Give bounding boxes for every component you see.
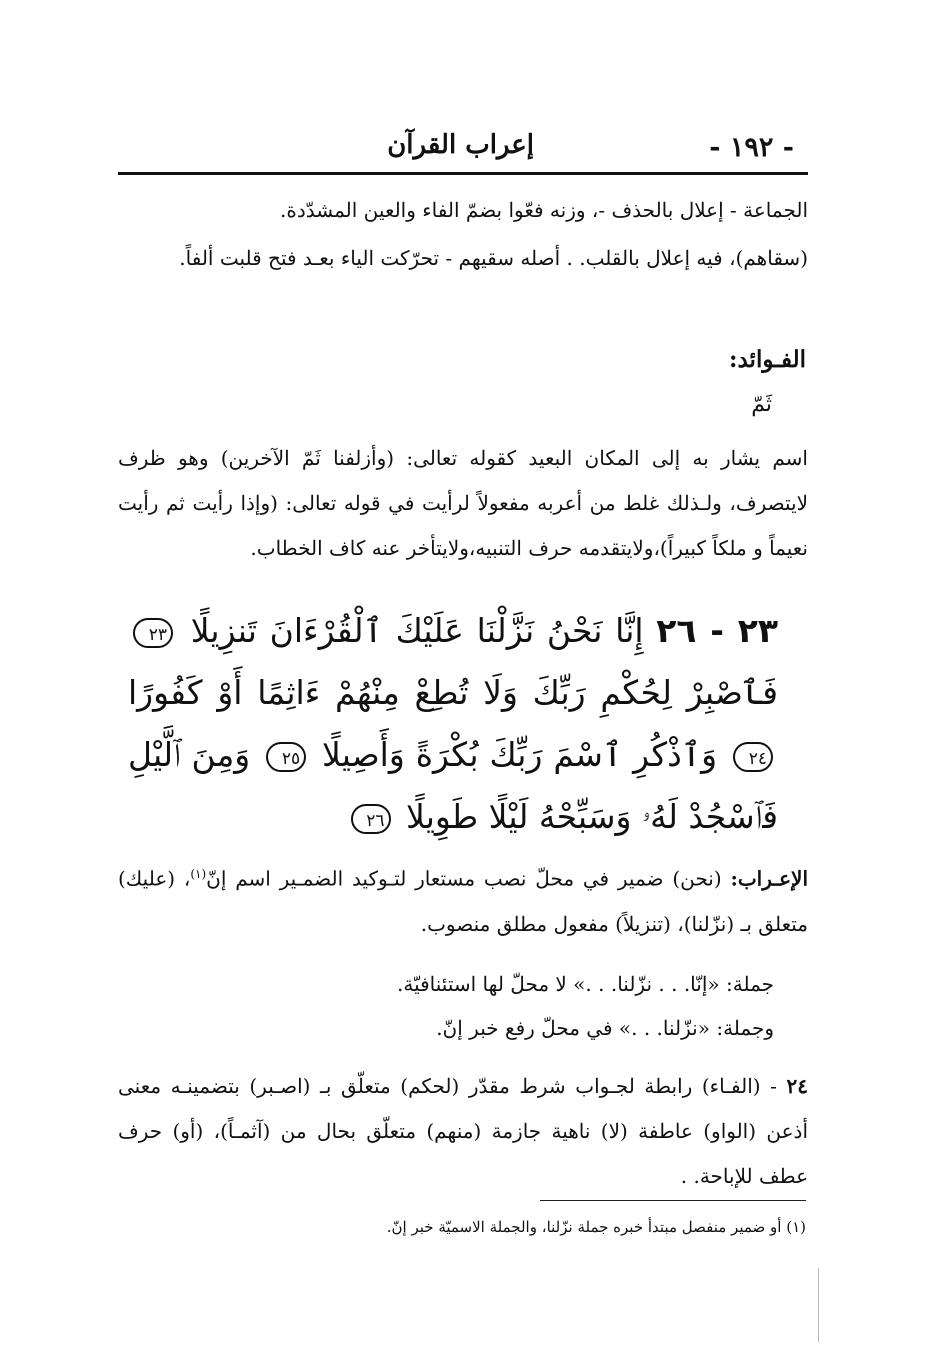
fawaid-word: ثَمّ [751,392,772,417]
fawaid-paragraph: اسم يشار به إلى المكان البعيد كقوله تعالى: (وأزلفنا ثَمّ الآخرين) وهو ظرف لايتصرف، ولـذلك غلط من أعربه مفعولاً لرأيت في قوله تعالى: (وإذا رأيت ثم رأيت نعيماً و ملكاً كبيراً)،ولايتقدمه حرف التنبيه،ولايتأخر عنه كاف الخطاب. [118,446,808,560]
sentence-1: جملة: «إنّا. . . نزّلنا. . .» لا محلّ لها استئنافيّة. [396,972,774,996]
intro-line: الجماعة - إعلال بالحذف -، وزنه فعّوا بضمّ الفاء والعين المشدّدة. [280,198,808,222]
intro-paragraph: (سقاهم)، فيه إعلال بالقلب. . أصله سقيهم - تحرّكت الياء بعـد فتح قلبت ألفاً. [179,246,808,270]
page-header [118,128,808,175]
irab-text-a: (نحن) ضمير في محلّ نصب مستعار لتـوكيد الضمـير اسم إنّ [206,866,731,891]
ayah-marker-25: ٢٥ [266,742,306,772]
verse-text-26: وَمِنَ ٱلَّيْلِ فَٱسْجُدْ لَهُۥ وَسَبِّحْهُ لَيْلًا طَوِيلًا [128,735,778,836]
page-number: - ١٩٢ - [709,132,794,163]
sentence-2: وجملة: «نزّلنا. . .» في محلّ رفع خبر إنّ. [436,1016,774,1040]
verse-24-number: ٢٤ [786,1074,808,1098]
verse-24-paragraph [118,1064,808,1199]
irab-label: الإعـراب: [730,866,809,891]
footnote: (١) أو ضمير منفصل مبتدأ خبره جملة نزّلنا، والجملة الاسميّة خبر إنّ. [386,1218,806,1236]
ayah-marker-23: ٢٣ [133,618,173,648]
footnote-divider [540,1200,806,1201]
ayah-marker-26: ٢٦ [351,804,391,834]
quran-verses [128,600,778,848]
verse-range: ٢٣ - ٢٦ [656,611,778,650]
book-title: إعراب القرآن [387,130,534,160]
verse-text-25: وَٱذْكُرِ ٱسْمَ رَبِّكَ بُكْرَةً وَأَصِيلًا [322,735,718,774]
verse-text-23: إِنَّا نَحْنُ نَزَّلْنَا عَلَيْكَ ٱلْقُرْءَانَ تَنزِيلًا [190,611,644,650]
verse-text-24: فَٱصْبِرْ لِحُكْمِ رَبِّكَ وَلَا تُطِعْ مِنْهُمْ ءَاثِمًا أَوْ كَفُورًا [128,673,778,712]
fawaid-heading: الفـوائد: [728,346,806,373]
irab-text-b: ، (عليك) متعلق بـ (نزّلنا)، (تنزيلاً) مفعول مطلق منصوب. [118,866,808,936]
irab-paragraph [118,852,808,947]
margin-line [818,1268,819,1342]
ayah-marker-24: ٢٤ [733,742,773,772]
verse-24-text: - (الفـاء) رابطة لجـواب شرط مقدّر (لحكم) متعلّق بـ (اصـبر) بتضمينـه معنى أذعن (الواو) عاطفة (لا) ناهية جازمة (منهم) متعلّق بحال من (آثمـاً)، (أو) حرف عطف للإباحة. . [118,1074,808,1188]
footnote-ref: (١) [190,867,207,881]
